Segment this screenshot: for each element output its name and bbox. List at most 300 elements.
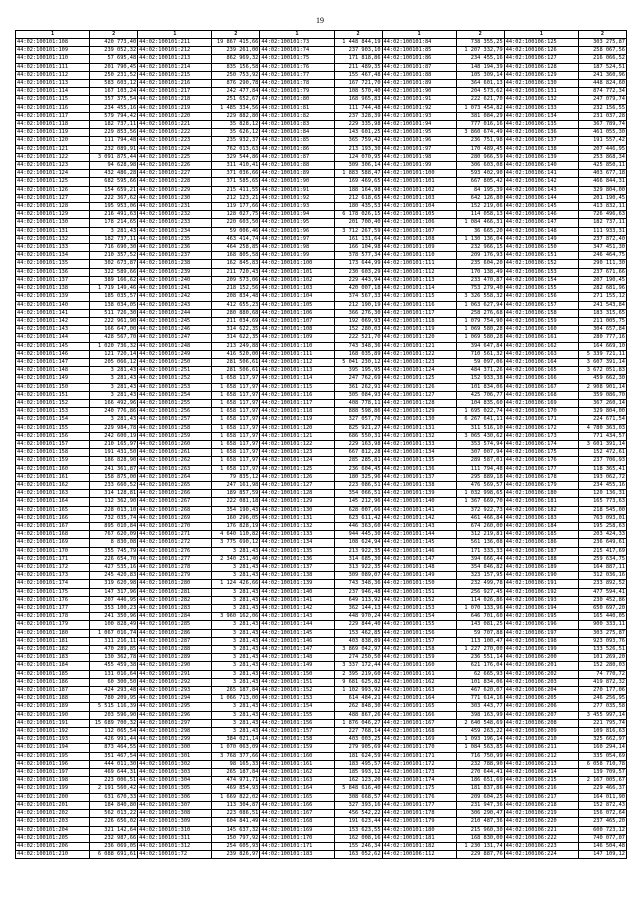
table-row xyxy=(16,301,627,309)
cadastral-value-cell: 128 027,75 xyxy=(212,211,260,219)
cadastral-value-cell: 131 016,64 xyxy=(90,670,138,678)
cadastral-number-cell: 44:02:100106:174 xyxy=(504,440,578,448)
cadastral-value-cell: 147 317,96 xyxy=(90,588,138,596)
cadastral-value-cell: 148 194,39 xyxy=(456,63,504,71)
cadastral-number-cell: 44:02:100101:90 xyxy=(260,178,334,186)
cadastral-number-cell: 44:02:100106:125 xyxy=(504,39,578,47)
cadastral-value-cell: 1 658 117,97 xyxy=(212,440,260,448)
cadastral-number-cell: 44:02:100101:116 xyxy=(16,104,90,112)
cadastral-number-cell: 44:02:100101:185 xyxy=(16,670,90,678)
cadastral-number-cell: 44:02:100101:81 xyxy=(260,104,334,112)
cadastral-value-cell: 359 086,70 xyxy=(578,391,626,399)
cadastral-number-cell: 44:02:100106:128 xyxy=(504,63,578,71)
cadastral-number-cell: 44:02:100101:149 xyxy=(260,662,334,670)
cadastral-value-cell: 84 195,39 xyxy=(456,186,504,194)
cadastral-value-cell: 143 081,25 xyxy=(456,621,504,629)
cadastral-value-cell: 259 634,75 xyxy=(578,555,626,563)
cadastral-number-cell: 44:02:100106:217 xyxy=(504,793,578,801)
cadastral-number-cell: 44:02:100101:295 xyxy=(138,703,212,711)
cadastral-number-cell: 44:02:100101:113 xyxy=(382,276,456,284)
cadastral-number-cell: 44:02:100101:172 xyxy=(16,564,90,572)
cadastral-number-cell: 44:02:100101:170 xyxy=(16,547,90,555)
cadastral-number-cell: 44:02:100101:159 xyxy=(382,654,456,662)
cadastral-value-cell: 469 644,31 xyxy=(90,769,138,777)
cadastral-number-cell: 44:02:100101:131 xyxy=(382,424,456,432)
table-row xyxy=(16,408,627,416)
cadastral-number-cell: 44:02:100101:235 xyxy=(138,235,212,243)
cadastral-number-cell: 44:02:100101:279 xyxy=(138,572,212,580)
cadastral-number-cell: 44:02:100101:161 xyxy=(382,670,456,678)
cadastral-value-cell: 743 348,36 xyxy=(334,580,382,588)
cadastral-value-cell: 213 922,35 xyxy=(334,547,382,555)
cadastral-number-cell: 44:02:100101:291 xyxy=(138,670,212,678)
cadastral-number-cell: 44:02:100101:301 xyxy=(138,752,212,760)
cadastral-value-cell: 193 062,72 xyxy=(578,473,626,481)
table-row xyxy=(16,96,627,104)
cadastral-number-cell: 44:02:100101:111 xyxy=(260,350,334,358)
cadastral-number-cell: 44:02:100101:158 xyxy=(382,646,456,654)
cadastral-number-cell: 44:02:100106:221 xyxy=(504,826,578,834)
cadastral-number-cell: 44:02:100101:285 xyxy=(138,621,212,629)
cadastral-number-cell: 44:02:100101:228 xyxy=(138,178,212,186)
cadastral-value-cell: 1 063 627,94 xyxy=(456,301,504,309)
cadastral-number-cell: 44:02:100101:280 xyxy=(138,580,212,588)
cadastral-number-cell: 44:02:100101:243 xyxy=(138,301,212,309)
table-row xyxy=(16,818,627,826)
cadastral-number-cell: 44:02:100101:257 xyxy=(138,416,212,424)
column-header: 2 xyxy=(212,31,260,39)
cadastral-value-cell: 365 759,42 xyxy=(334,137,382,145)
cadastral-value-cell: 111 794,48 xyxy=(456,465,504,473)
cadastral-number-cell: 44:02:100101:84 xyxy=(382,39,456,47)
cadastral-number-cell: 44:02:100101:254 xyxy=(138,391,212,399)
cadastral-number-cell: 44:02:100101:217 xyxy=(138,88,212,96)
cadastral-number-cell: 44:02:100101:142 xyxy=(16,317,90,325)
cadastral-number-cell: 44:02:100101:198 xyxy=(16,777,90,785)
cadastral-value-cell: 201 700,40 xyxy=(334,219,382,227)
cadastral-number-cell: 44:02:100101:136 xyxy=(16,268,90,276)
cadastral-value-cell: 168 965,83 xyxy=(334,96,382,104)
cadastral-value-cell: 19 867 415,66 xyxy=(212,39,260,47)
cadastral-number-cell: 44:02:100101:156 xyxy=(16,432,90,440)
table-row xyxy=(16,670,627,678)
cadastral-number-cell: 44:02:100101:206 xyxy=(16,842,90,850)
cadastral-value-cell: 1 448 844,19 xyxy=(334,39,382,47)
cadastral-value-cell: 3 281,43 xyxy=(90,375,138,383)
cadastral-number-cell: 44:02:100101:184 xyxy=(16,662,90,670)
cadastral-value-cell: 3 065 430,62 xyxy=(456,432,504,440)
cadastral-number-cell: 44:02:100101:114 xyxy=(16,88,90,96)
table-row xyxy=(16,153,627,161)
cadastral-value-cell: 1 658 117,97 xyxy=(212,465,260,473)
cadastral-value-cell: 3 281,43 xyxy=(212,588,260,596)
cadastral-number-cell: 44:02:100101:233 xyxy=(138,219,212,227)
cadastral-value-cell: 229 882,80 xyxy=(212,112,260,120)
cadastral-value-cell: 232 499,78 xyxy=(456,580,504,588)
cadastral-value-cell: 3 281,43 xyxy=(212,547,260,555)
cadastral-value-cell: 3 768 377,66 xyxy=(212,752,260,760)
cadastral-value-cell: 15 689 700,32 xyxy=(90,719,138,727)
table-row xyxy=(16,769,627,777)
cadastral-value-cell: 771 614,16 xyxy=(456,695,504,703)
cadastral-value-cell: 825 921,27 xyxy=(334,424,382,432)
cadastral-value-cell: 944 445,30 xyxy=(334,531,382,539)
cadastral-number-cell: 44:02:100101:237 xyxy=(138,252,212,260)
cadastral-number-cell: 44:02:100106:169 xyxy=(504,399,578,407)
cadastral-number-cell: 44:02:100106:159 xyxy=(504,317,578,325)
cadastral-number-cell: 44:02:100101:158 xyxy=(16,449,90,457)
cadastral-value-cell: 113 100,47 xyxy=(456,637,504,645)
cadastral-value-cell: 3 281,43 xyxy=(212,564,260,572)
cadastral-value-table xyxy=(15,30,627,859)
table-row xyxy=(16,605,627,613)
column-header: 2 xyxy=(456,31,504,39)
cadastral-value-cell: 1 069 580,28 xyxy=(456,334,504,342)
cadastral-number-cell: 44:02:100101:109 xyxy=(16,47,90,55)
cadastral-value-cell: 211 005,75 xyxy=(578,317,626,325)
cadastral-value-cell: 186 828,90 xyxy=(90,457,138,465)
cadastral-number-cell: 44:02:100101:101 xyxy=(382,178,456,186)
cadastral-value-cell: 239 826,97 xyxy=(212,851,260,859)
cadastral-number-cell: 44:02:100101:282 xyxy=(138,596,212,604)
cadastral-value-cell: 323 157,95 xyxy=(456,572,504,580)
cadastral-value-cell: 1 658 117,97 xyxy=(212,449,260,457)
cadastral-value-cell: 362 144,13 xyxy=(334,605,382,613)
cadastral-value-cell: 168 805,58 xyxy=(212,252,260,260)
cadastral-value-cell: 314 622,35 xyxy=(212,326,260,334)
cadastral-value-cell: 650 697,20 xyxy=(578,605,626,613)
cadastral-value-cell: 101 269,20 xyxy=(578,654,626,662)
cadastral-number-cell: 44:02:100101:126 xyxy=(382,383,456,391)
cadastral-value-cell: 353 100,23 xyxy=(90,605,138,613)
cadastral-value-cell: 222 521,70 xyxy=(334,334,382,342)
cadastral-value-cell: 241 360,96 xyxy=(578,71,626,79)
cadastral-number-cell: 44:02:100101:133 xyxy=(382,440,456,448)
cadastral-value-cell: 112 065,54 xyxy=(90,728,138,736)
cadastral-value-cell: 311 216,11 xyxy=(90,637,138,645)
cadastral-number-cell: 44:02:100106:187 xyxy=(504,547,578,555)
cadastral-value-cell: 223 086,51 xyxy=(334,481,382,489)
cadastral-number-cell: 44:02:100106:175 xyxy=(504,449,578,457)
cadastral-number-cell: 44:02:100101:146 xyxy=(260,637,334,645)
table-row xyxy=(16,449,627,457)
cadastral-number-cell: 44:02:100101:127 xyxy=(260,481,334,489)
cadastral-value-cell: 282 681,96 xyxy=(578,285,626,293)
cadastral-number-cell: 44:02:100101:154 xyxy=(16,416,90,424)
cadastral-number-cell: 44:02:100101:86 xyxy=(260,145,334,153)
cadastral-number-cell: 44:02:100101:149 xyxy=(16,375,90,383)
cadastral-value-cell: 211 034,69 xyxy=(212,317,260,325)
cadastral-value-cell: 236 069,05 xyxy=(90,842,138,850)
cadastral-number-cell: 44:02:100101:169 xyxy=(382,736,456,744)
cadastral-value-cell: 743 348,36 xyxy=(334,342,382,350)
cadastral-number-cell: 44:02:100101:277 xyxy=(138,555,212,563)
cadastral-value-cell: 367 789,74 xyxy=(578,121,626,129)
cadastral-value-cell: 79 835,12 xyxy=(212,473,260,481)
cadastral-value-cell: 367 260,14 xyxy=(578,399,626,407)
cadastral-value-cell: 163 052,62 xyxy=(334,851,382,859)
cadastral-number-cell: 44:02:100101:296 xyxy=(138,711,212,719)
cadastral-number-cell: 44:02:100101:160 xyxy=(382,662,456,670)
table-row xyxy=(16,481,627,489)
cadastral-value-cell: 459 263,22 xyxy=(456,728,504,736)
cadastral-value-cell: 208 834,48 xyxy=(212,293,260,301)
cadastral-value-cell: 1 658 117,97 xyxy=(212,375,260,383)
cadastral-value-cell: 311 516,10 xyxy=(456,424,504,432)
cadastral-number-cell: 44:02:100101:95 xyxy=(260,219,334,227)
cadastral-value-cell: 133 526,51 xyxy=(578,646,626,654)
cadastral-number-cell: 44:02:100101:130 xyxy=(260,506,334,514)
table-row xyxy=(16,662,627,670)
cadastral-value-cell: 258 067,56 xyxy=(578,47,626,55)
cadastral-number-cell: 44:02:100106:136 xyxy=(504,129,578,137)
cadastral-value-cell: 649 113,92 xyxy=(334,596,382,604)
cadastral-number-cell: 44:02:100101:310 xyxy=(138,826,212,834)
table-row xyxy=(16,440,627,448)
cadastral-value-cell: 1 658 117,97 xyxy=(212,424,260,432)
cadastral-value-cell: 223 006,51 xyxy=(90,777,138,785)
table-row xyxy=(16,235,627,243)
cadastral-value-cell: 3 337 172,44 xyxy=(334,662,382,670)
cadastral-value-cell: 289 587,01 xyxy=(456,457,504,465)
cadastral-number-cell: 44:02:100101:160 xyxy=(16,465,90,473)
cadastral-number-cell: 44:02:100101:113 xyxy=(16,80,90,88)
cadastral-value-cell: 211 489,35 xyxy=(334,63,382,71)
cadastral-value-cell: 583 603,12 xyxy=(90,80,138,88)
cadastral-number-cell: 44:02:100101:130 xyxy=(382,416,456,424)
cadastral-number-cell: 44:02:100106:148 xyxy=(504,227,578,235)
cadastral-number-cell: 44:02:100101:158 xyxy=(260,736,334,744)
cadastral-value-cell: 469 854,93 xyxy=(212,785,260,793)
table-row xyxy=(16,268,627,276)
cadastral-value-cell: 281 506,61 xyxy=(212,367,260,375)
cadastral-number-cell: 44:02:100106:145 xyxy=(504,203,578,211)
column-header: 2 xyxy=(334,31,382,39)
cadastral-number-cell: 44:02:100101:193 xyxy=(16,736,90,744)
cadastral-number-cell: 44:02:100106:149 xyxy=(504,235,578,243)
cadastral-value-cell: 121 720,14 xyxy=(90,350,138,358)
cadastral-value-cell: 674 260,00 xyxy=(456,522,504,530)
cadastral-value-cell: 3 281,43 xyxy=(212,596,260,604)
cadastral-number-cell: 44:02:100106:213 xyxy=(504,760,578,768)
cadastral-number-cell: 44:02:100101:255 xyxy=(138,399,212,407)
cadastral-number-cell: 44:02:100106:195 xyxy=(504,613,578,621)
column-header: 2 xyxy=(578,31,626,39)
cadastral-value-cell: 35 828,12 xyxy=(212,121,260,129)
cadastral-value-cell: 111 744,48 xyxy=(334,104,382,112)
cadastral-number-cell: 44:02:100101:124 xyxy=(16,170,90,178)
cadastral-value-cell: 167 103,24 xyxy=(90,88,138,96)
cadastral-number-cell: 44:02:100101:130 xyxy=(16,219,90,227)
cadastral-number-cell: 44:02:100101:125 xyxy=(260,465,334,473)
cadastral-number-cell: 44:02:100101:297 xyxy=(138,719,212,727)
cadastral-number-cell: 44:02:100101:259 xyxy=(138,432,212,440)
cadastral-number-cell: 44:02:100101:172 xyxy=(382,760,456,768)
cadastral-value-cell: 215 960,30 xyxy=(456,826,504,834)
cadastral-number-cell: 44:02:100101:262 xyxy=(138,457,212,465)
cadastral-value-cell: 309 306,14 xyxy=(334,162,382,170)
cadastral-value-cell: 169 469,65 xyxy=(334,178,382,186)
cadastral-number-cell: 44:02:100101:166 xyxy=(382,711,456,719)
cadastral-value-cell: 4 780 363,03 xyxy=(578,424,626,432)
cadastral-number-cell: 44:02:100106:162 xyxy=(504,342,578,350)
table-row xyxy=(16,498,627,506)
cadastral-value-cell: 182 737,11 xyxy=(578,219,626,227)
cadastral-value-cell: 682 595,66 xyxy=(90,178,138,186)
cadastral-number-cell: 44:02:100101:292 xyxy=(138,678,212,686)
cadastral-value-cell: 3 607 391,14 xyxy=(578,358,626,366)
cadastral-value-cell: 3 281,43 xyxy=(212,711,260,719)
cadastral-number-cell: 44:02:100101:284 xyxy=(138,613,212,621)
cadastral-value-cell: 416 520,00 xyxy=(212,350,260,358)
cadastral-number-cell: 44:02:100101:109 xyxy=(382,244,456,252)
cadastral-value-cell: 207 446,95 xyxy=(90,596,138,604)
cadastral-value-cell: 461 466,84 xyxy=(456,514,504,522)
cadastral-value-cell: 233 892,52 xyxy=(578,580,626,588)
table-row xyxy=(16,162,627,170)
cadastral-number-cell: 44:02:100101:89 xyxy=(382,80,456,88)
cadastral-number-cell: 44:02:100101:306 xyxy=(138,793,212,801)
table-row xyxy=(16,399,627,407)
cadastral-value-cell: 145 212,96 xyxy=(334,498,382,506)
cadastral-value-cell: 250 231,52 xyxy=(90,71,138,79)
cadastral-value-cell: 1 093 196,14 xyxy=(456,736,504,744)
cadastral-value-cell: 176 828,19 xyxy=(212,522,260,530)
cadastral-number-cell: 44:02:100101:179 xyxy=(382,818,456,826)
cadastral-value-cell: 313 922,35 xyxy=(334,564,382,572)
cadastral-value-cell: 101 834,06 xyxy=(456,678,504,686)
cadastral-value-cell: 187 524,51 xyxy=(578,63,626,71)
cadastral-value-cell: 150 797,92 xyxy=(212,834,260,842)
cadastral-number-cell: 44:02:100101:234 xyxy=(138,227,212,235)
cadastral-value-cell: 280 966,59 xyxy=(456,153,504,161)
cadastral-number-cell: 44:02:100101:171 xyxy=(260,842,334,850)
cadastral-number-cell: 44:02:100101:160 xyxy=(260,752,334,760)
cadastral-number-cell: 44:02:100101:139 xyxy=(382,490,456,498)
cadastral-value-cell: 242 600,19 xyxy=(90,432,138,440)
cadastral-number-cell: 44:02:100106:177 xyxy=(504,465,578,473)
cadastral-value-cell: 2 908 901,14 xyxy=(578,383,626,391)
cadastral-value-cell: 189 857,59 xyxy=(212,490,260,498)
cadastral-number-cell: 44:02:100101:106 xyxy=(382,219,456,227)
cadastral-number-cell: 44:02:100101:294 xyxy=(138,695,212,703)
cadastral-number-cell: 44:02:100101:117 xyxy=(16,112,90,120)
cadastral-number-cell: 44:02:100101:132 xyxy=(16,235,90,243)
cadastral-number-cell: 44:02:100101:157 xyxy=(260,728,334,736)
cadastral-number-cell: 44:02:100101:121 xyxy=(382,342,456,350)
cadastral-number-cell: 44:02:100106:165 xyxy=(504,367,578,375)
table-row xyxy=(16,465,627,473)
cadastral-number-cell: 44:02:100101:142 xyxy=(382,514,456,522)
cadastral-number-cell: 44:02:100106:158 xyxy=(504,309,578,317)
cadastral-number-cell: 44:02:100101:183 xyxy=(16,654,90,662)
cadastral-number-cell: 44:02:100101:218 xyxy=(138,96,212,104)
cadastral-number-cell: 44:02:100101:251 xyxy=(138,367,212,375)
cadastral-value-cell: 357 375,54 xyxy=(90,96,138,104)
cadastral-number-cell: 44:02:100101:152 xyxy=(382,596,456,604)
cadastral-value-cell: 215 417,69 xyxy=(578,547,626,555)
cadastral-number-cell: 44:02:100106:132 xyxy=(504,96,578,104)
cadastral-number-cell: 44:02:100101:132 xyxy=(260,522,334,530)
cadastral-number-cell: 44:02:100101:256 xyxy=(138,408,212,416)
cadastral-number-cell: 44:02:100101:124 xyxy=(260,457,334,465)
cadastral-number-cell: 44:02:100101:244 xyxy=(138,309,212,317)
cadastral-value-cell: 6 088 691,61 xyxy=(90,851,138,859)
table-row xyxy=(16,391,627,399)
cadastral-number-cell: 44:02:100101:98 xyxy=(260,244,334,252)
cadastral-number-cell: 44:02:100101:74 xyxy=(260,47,334,55)
table-row xyxy=(16,629,627,637)
cadastral-number-cell: 44:02:100101:123 xyxy=(382,358,456,366)
cadastral-value-cell: 212 123,21 xyxy=(212,194,260,202)
column-header: 1 xyxy=(16,31,90,39)
cadastral-value-cell: 428 567,70 xyxy=(90,334,138,342)
cadastral-value-cell: 247 762,69 xyxy=(334,375,382,383)
cadastral-value-cell: 753 279,40 xyxy=(456,285,504,293)
table-row xyxy=(16,678,627,686)
cadastral-number-cell: 44:02:100101:159 xyxy=(16,457,90,465)
cadastral-number-cell: 44:02:100101:149 xyxy=(382,572,456,580)
cadastral-value-cell: 235 932,37 xyxy=(212,137,260,145)
cadastral-number-cell: 44:02:100106:205 xyxy=(504,695,578,703)
cadastral-number-cell: 44:02:100101:120 xyxy=(16,137,90,145)
cadastral-number-cell: 44:02:100101:303 xyxy=(138,769,212,777)
cadastral-value-cell: 353 574,94 xyxy=(456,440,504,448)
cadastral-value-cell: 234 455,16 xyxy=(578,481,626,489)
cadastral-number-cell: 44:02:100101:171 xyxy=(382,752,456,760)
cadastral-number-cell: 44:02:100101:189 xyxy=(16,703,90,711)
cadastral-number-cell: 44:02:100101:248 xyxy=(138,342,212,350)
cadastral-number-cell: 44:02:100101:138 xyxy=(16,285,90,293)
cadastral-number-cell: 44:02:100101:165 xyxy=(382,703,456,711)
cadastral-number-cell: 44:02:100101:125 xyxy=(16,178,90,186)
cadastral-number-cell: 44:02:100101:107 xyxy=(382,227,456,235)
cadastral-number-cell: 44:02:100101:300 xyxy=(138,744,212,752)
cadastral-number-cell: 44:02:100106:164 xyxy=(504,358,578,366)
cadastral-value-cell: 3 869 042,97 xyxy=(334,646,382,654)
cadastral-value-cell: 3 960 162,06 xyxy=(212,613,260,621)
cadastral-number-cell: 44:02:100101:117 xyxy=(260,399,334,407)
cadastral-value-cell: 621 176,04 xyxy=(456,662,504,670)
cadastral-number-cell: 44:02:100101:290 xyxy=(138,662,212,670)
table-row xyxy=(16,252,627,260)
cadastral-value-cell: 152 472,61 xyxy=(578,449,626,457)
cadastral-value-cell: 420 007,18 xyxy=(334,285,382,293)
cadastral-number-cell: 44:02:100106:197 xyxy=(504,629,578,637)
cadastral-number-cell: 44:02:100101:173 xyxy=(382,769,456,777)
cadastral-value-cell: 726 496,63 xyxy=(578,211,626,219)
cadastral-number-cell: 44:02:100101:122 xyxy=(382,350,456,358)
cadastral-number-cell: 44:02:100101:135 xyxy=(382,457,456,465)
cadastral-number-cell: 44:02:100106:222 xyxy=(504,834,578,842)
cadastral-number-cell: 44:02:100101:147 xyxy=(260,646,334,654)
cadastral-number-cell: 44:02:100101:94 xyxy=(260,211,334,219)
table-header xyxy=(16,31,627,39)
column-header: 1 xyxy=(382,31,456,39)
cadastral-number-cell: 44:02:100101:131 xyxy=(16,227,90,235)
cadastral-number-cell: 44:02:100101:181 xyxy=(16,637,90,645)
cadastral-value-cell: 384 021,14 xyxy=(212,736,260,744)
cadastral-value-cell: 403 677,18 xyxy=(578,170,626,178)
cadastral-value-cell: 146 504,48 xyxy=(578,842,626,850)
cadastral-number-cell: 44:02:100101:192 xyxy=(16,728,90,736)
cadastral-value-cell: 740 077,07 xyxy=(578,834,626,842)
cadastral-number-cell: 44:02:100101:305 xyxy=(138,785,212,793)
cadastral-number-cell: 44:02:100101:308 xyxy=(138,810,212,818)
cadastral-number-cell: 44:02:100101:312 xyxy=(138,842,212,850)
cadastral-number-cell: 44:02:100101:136 xyxy=(260,555,334,563)
column-header: 1 xyxy=(138,31,212,39)
